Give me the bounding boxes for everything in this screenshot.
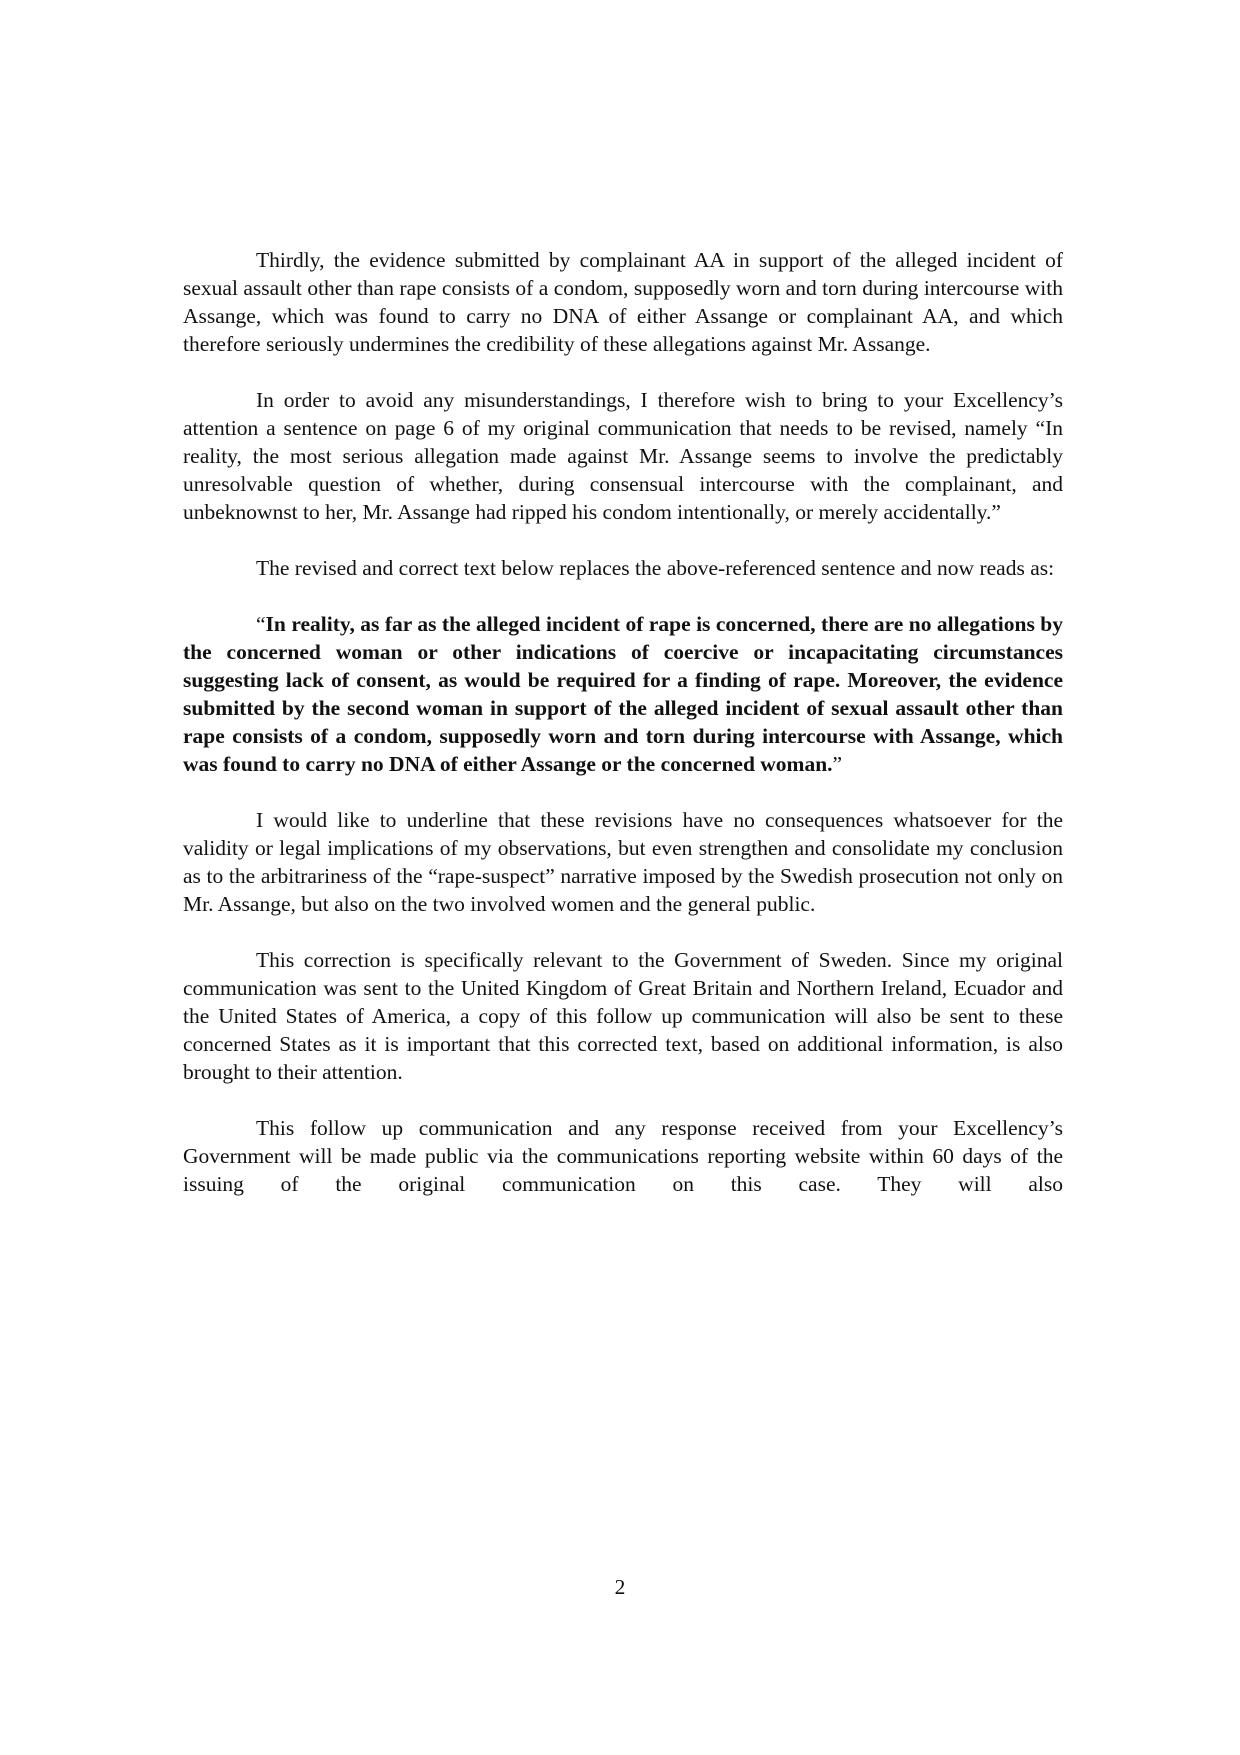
paragraph-follow-up-public: This follow up communication and any response received from your Excellency’s Government will be made public via the communications reporting website within 60 days of the issuing of the original communication on this case. They will also — [183, 1116, 1063, 1196]
page-number: 2 — [614, 1575, 626, 1599]
paragraph-misunderstandings: In order to avoid any misunderstandings, I therefore wish to bring to your Excellency’s attention a sentence on page 6 of my original communication that needs to be revised, namely “In reality, the most serious allegation made against Mr. Assange seems to involve the predictably unresolvable question of whether, during consensual intercourse with the complainant, and unbeknownst to her, Mr. Assange had ripped his condom intentionally, or merely accidentally.” — [183, 388, 1063, 524]
document-page — [183, 246, 1063, 1226]
revised-quote-text: In reality, as far as the alleged incident of rape is concerned, there are no allegations by the concerned woman or other indications of coercive or incapacitating circumstances suggesting lack of consent, as would be required for a finding of rape. Moreover, the evidence submitted by the second woman in support of the alleged incident of sexual assault other than rape consists of a condom, supposedly worn and torn during intercourse with Assange, which was found to carry no DNA of either Assange or the concerned woman. — [183, 612, 1063, 776]
quote-close-mark: ” — [832, 752, 843, 776]
paragraph-correction-relevance: This correction is specifically relevant to the Government of Sweden. Since my original communication was sent to the United Kingdom of Great Britain and Northern Ireland, Ecuador and the United States of America, a copy of this follow up communication will also be sent to these concerned States as it is important that this corrected text, based on additional information, is also brought to their attention. — [183, 948, 1063, 1084]
paragraph-revised-text-intro: The revised and correct text below replaces the above-referenced sentence and now reads as: — [256, 556, 1055, 580]
quote-open-mark: “ — [256, 612, 266, 636]
paragraph-evidence-aa: Thirdly, the evidence submitted by complainant AA in support of the alleged incident of sexual assault other than rape consists of a condom, supposedly worn and torn during intercourse with Assange, which was found to carry no DNA of either Assange or complainant AA, and which therefore seriously undermines the credibility of these allegations against Mr. Assange. — [183, 248, 1063, 356]
revised-quote-paragraph — [183, 610, 1063, 778]
paragraph-underline-revisions: I would like to underline that these revisions have no consequences whatsoever for the validity or legal implications of my observations, but even strengthen and consolidate my conclusion as to the arbitrariness of the “rape-suspect” narrative imposed by the Swedish prosecution not only on Mr. Assange, but also on the two involved women and the general public. — [183, 808, 1063, 916]
